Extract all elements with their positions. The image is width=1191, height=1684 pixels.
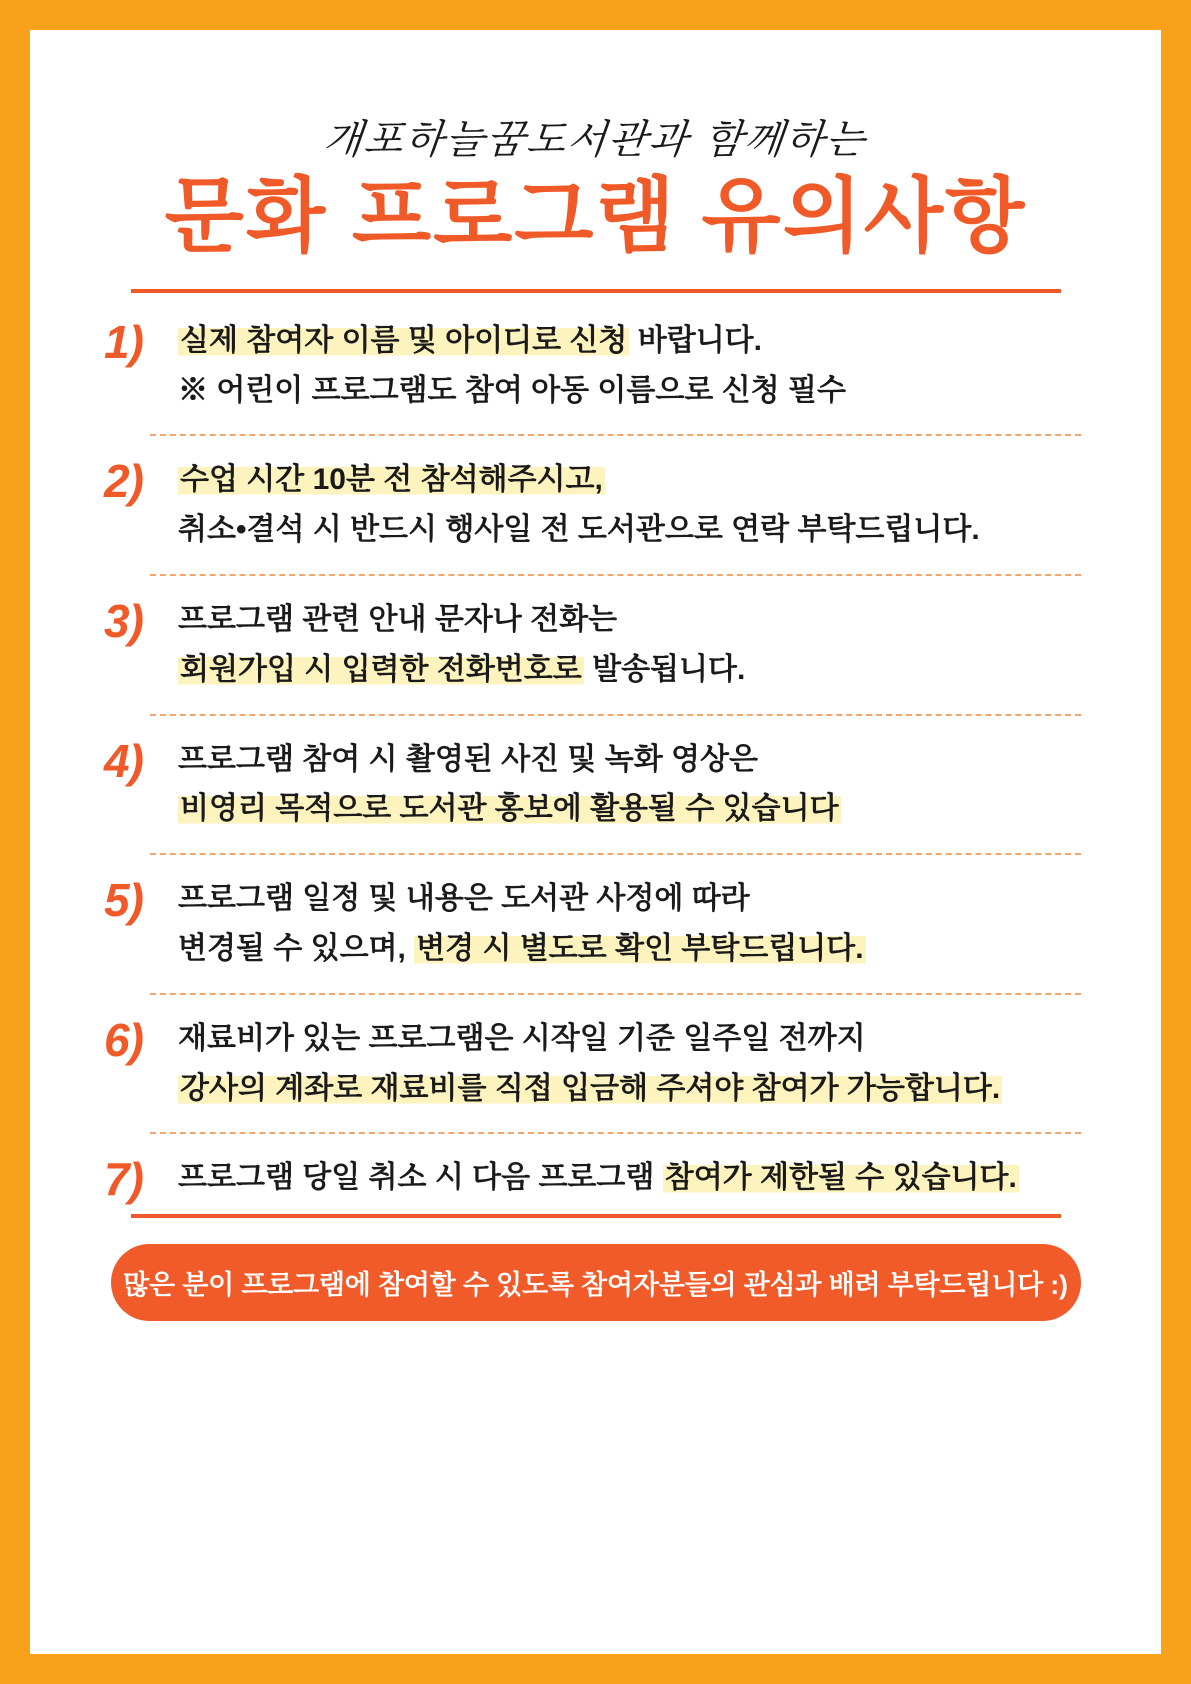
notice-item (100, 1153, 1091, 1206)
poster-inner (30, 30, 1161, 1654)
highlighted-text: 회원가입 시 입력한 전화번호로 (180, 652, 582, 686)
notice-line (178, 458, 1091, 502)
notice-line (178, 319, 1091, 363)
highlighted-text: 실제 참여자 이름 및 아이디로 신청 (180, 323, 628, 357)
notice-number: 3) (104, 595, 143, 648)
notice-item (100, 315, 1091, 413)
highlighted-text: 참여가 제한될 수 있습니다. (664, 1161, 1017, 1195)
notice-line (178, 787, 1091, 831)
notice-line (178, 648, 1091, 692)
notice-item (100, 455, 1091, 552)
poster-eyebrow: 개포하늘꿈도서관과 함께하는 (321, 117, 870, 163)
item-divider (150, 1132, 1081, 1134)
item-divider (150, 714, 1081, 716)
notice-number: 2) (104, 455, 143, 508)
notice-list (100, 315, 1091, 1206)
notice-number: 5) (104, 874, 143, 927)
highlighted-text: 수업 시간 10분 전 참석해주시고, (180, 463, 603, 497)
notice-text: 프로그램 관련 안내 문자나 전화는 (178, 603, 618, 637)
notice-line (178, 877, 1091, 921)
notice-line (178, 1067, 1091, 1111)
notice-text: 프로그램 당일 취소 시 다음 프로그램 (178, 1161, 663, 1195)
notice-number: 4) (104, 734, 143, 787)
item-divider (150, 574, 1081, 576)
notice-line (178, 508, 1091, 552)
page-title: 문화 프로그램 유의사항 (164, 171, 1027, 262)
notice-line (178, 1156, 1091, 1200)
notice-line (178, 369, 1091, 413)
notice-item (100, 874, 1091, 971)
poster-card (30, 30, 1161, 1654)
highlighted-text: 변경 시 별도로 확인 부탁드립니다. (416, 932, 864, 965)
notice-text: 바랍니다. (629, 323, 762, 357)
notice-line (178, 598, 1091, 642)
notice-text: 프로그램 참여 시 촬영된 사진 및 녹화 영상은 (178, 742, 758, 776)
notice-text: 재료비가 있는 프로그램은 시작일 기준 일주일 전까지 (178, 1021, 866, 1055)
highlighted-text: 강사의 계좌로 재료비를 직접 입금해 주셔야 참여가 가능합니다. (180, 1071, 1001, 1105)
notice-text: 발송됩니다. (583, 652, 746, 686)
notice-line (178, 927, 1091, 971)
notice-text: 변경될 수 있으며, (178, 932, 415, 965)
notice-item (100, 734, 1091, 832)
notice-text: 프로그램 일정 및 내용은 도서관 사정에 따라 (178, 882, 750, 916)
notice-number: 1) (104, 315, 143, 368)
notice-line (178, 1017, 1091, 1061)
item-divider (150, 853, 1081, 855)
highlighted-text: 비영리 목적으로 도서관 홍보에 활용될 수 있습니다 (180, 792, 839, 826)
bottom-divider (131, 1214, 1061, 1218)
title-divider (131, 289, 1061, 293)
notice-item (100, 1013, 1091, 1111)
footer-banner: 많은 분이 프로그램에 참여할 수 있도록 참여자분들의 관심과 배려 부탁드립니다 :) (111, 1244, 1081, 1321)
notice-text: 취소•결석 시 반드시 행사일 전 도서관으로 연락 부탁드립니다. (178, 513, 980, 547)
item-divider (150, 993, 1081, 995)
notice-number: 6) (104, 1013, 143, 1066)
item-divider (150, 434, 1081, 436)
notice-item (100, 595, 1091, 692)
notice-number: 7) (104, 1153, 143, 1206)
notice-text: ※ 어린이 프로그램도 참여 아동 이름으로 신청 필수 (178, 373, 846, 407)
notice-line (178, 738, 1091, 782)
